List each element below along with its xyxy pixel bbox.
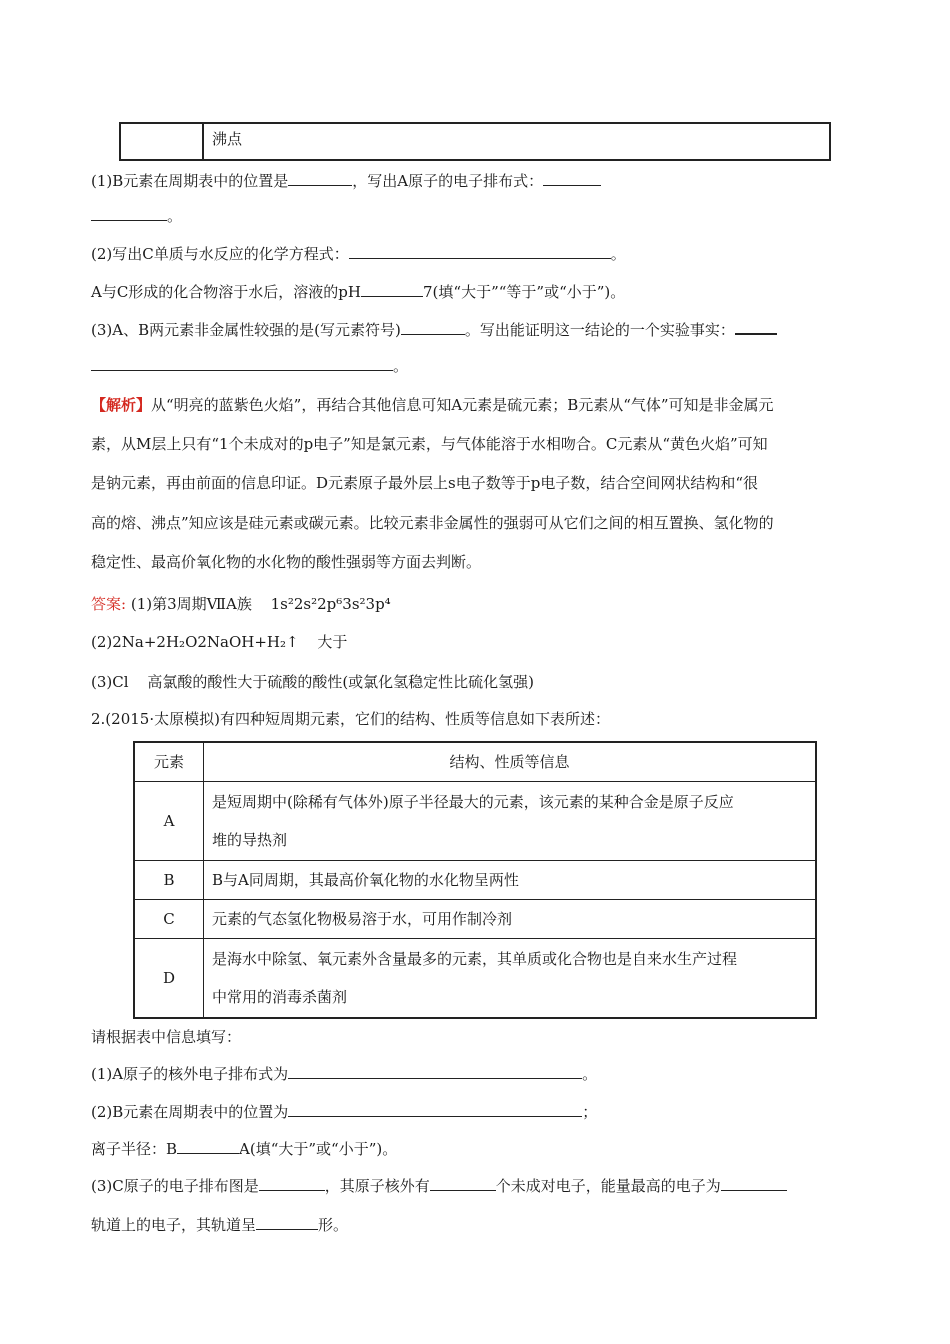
q1-blank-b-position[interactable] [288,170,352,186]
analysis-line-5: 稳定性、最高价氧化物的水化物的酸性强弱等方面去判断。 [91,553,482,571]
q1-part1-cont: 。 [91,205,182,226]
q1-part2-ph: A与C形成的化合物溶于水后，溶液的pH 7(填“大于”“等于”或“小于”)。 [91,283,626,301]
q2-prompt: 请根据表中信息填写： [91,1028,242,1046]
q2-blank-unpaired[interactable] [430,1175,496,1191]
top-table-cell: 沸点 [203,123,830,160]
top-table-empty-cell [120,123,203,160]
q2-blank-radius[interactable] [177,1138,239,1154]
q2-part2: (2)B元素在周期表中的位置为 ； [91,1103,598,1121]
q1-part3: (3)A、B两元素非金属性较强的是(写元素符号) 。写出能证明这一结论的一个实验事实： [91,318,777,340]
table-row: D 是海水中除氢、氧元素外含量最多的元素，其单质或化合物也是自来水生产过程 中常用的消毒杀菌剂 [134,938,816,1018]
q2-part2-radius: 离子半径：B A(填“大于”或“小于”)。 [91,1140,398,1158]
table-header-row [134,742,816,781]
q2-part1: (1)A原子的核外电子排布式为 。 [91,1065,598,1083]
q2-intro: 2.(2015·太原模拟)有四种短周期元素，它们的结构、性质等信息如下表所述： [91,710,610,728]
table-row: A 是短周期中(除稀有气体外)原子半径最大的元素，该元素的某种合金是原子反应 堆的导热剂 [134,781,816,860]
element-info-table [133,741,817,1019]
q2-blank-orbital-diagram[interactable] [259,1175,325,1191]
q1-part2: (2)写出C单质与水反应的化学方程式： 。 [91,245,626,263]
q1-blank-equation[interactable] [349,243,611,259]
answer-line-3: (3)Cl 高氯酸的酸性大于硫酸的酸性(或氯化氢稳定性比硫化氢强) [91,673,535,691]
analysis-line-1: 【解析】从“明亮的蓝紫色火焰”，再结合其他信息可知A元素是硫元素；B元素从“气体”可知是非金属元 [91,396,774,414]
analysis-line-4: 高的熔、沸点”知应该是硅元素或碳元素。比较元素非金属性的强弱可从它们之间的相互置换、氢化物的 [91,514,774,532]
q2-part3: (3)C原子的电子排布图是 ，其原子核外有 个未成对电子，能量最高的电子为 [91,1175,787,1196]
q1-blank-fact-cont[interactable] [91,355,393,371]
table-header-element: 元素 [134,742,204,781]
q2-blank-position[interactable] [288,1101,582,1117]
q1-part3-cont: 。 [91,355,408,376]
answer-tag: 答案: [91,595,127,613]
q1-blank-ph[interactable] [361,281,423,297]
table-header-info: 结构、性质等信息 [204,742,817,781]
analysis-line-3: 是钠元素，再由前面的信息印证。D元素原子最外层上s电子数等于p电子数，结合空间网状结构和“很 [91,474,758,492]
table-row: B B与A同周期，其最高价氧化物的水化物呈两性 [134,860,816,899]
q1-blank-a-config[interactable] [543,170,601,186]
q2-part3-cont: 轨道上的电子，其轨道呈 形。 [91,1216,349,1234]
table-row: C 元素的气态氢化物极易溶于水，可用作制冷剂 [134,899,816,938]
q2-blank-config[interactable] [288,1063,582,1079]
top-table-fragment [119,122,831,161]
analysis-tag: 【解析】 [91,396,152,414]
q2-blank-orbital-shape[interactable] [256,1214,318,1230]
q1-blank-a-config-cont[interactable] [91,205,167,221]
q2-blank-highest-energy[interactable] [721,1175,787,1191]
analysis-line-2: 素，从M层上只有“1个未成对的p电子”知是氯元素，与气体能溶于水相吻合。C元素从“黄色火焰”可知 [91,435,768,453]
answer-config: 1s²2s²2p⁶3s²3p⁴ [270,595,391,613]
answer-line-1: 答案: (1)第3周期ⅦA族 1s²2s²2p⁶3s²3p⁴ [91,595,391,613]
q1-blank-element[interactable] [401,319,465,335]
q1-part1: (1)B元素在周期表中的位置是 ，写出A原子的电子排布式： [91,170,601,191]
q1-blank-fact[interactable] [735,318,777,335]
answer-line-2: (2)2Na+2H₂O2NaOH+H₂↑ 大于 [91,633,348,651]
